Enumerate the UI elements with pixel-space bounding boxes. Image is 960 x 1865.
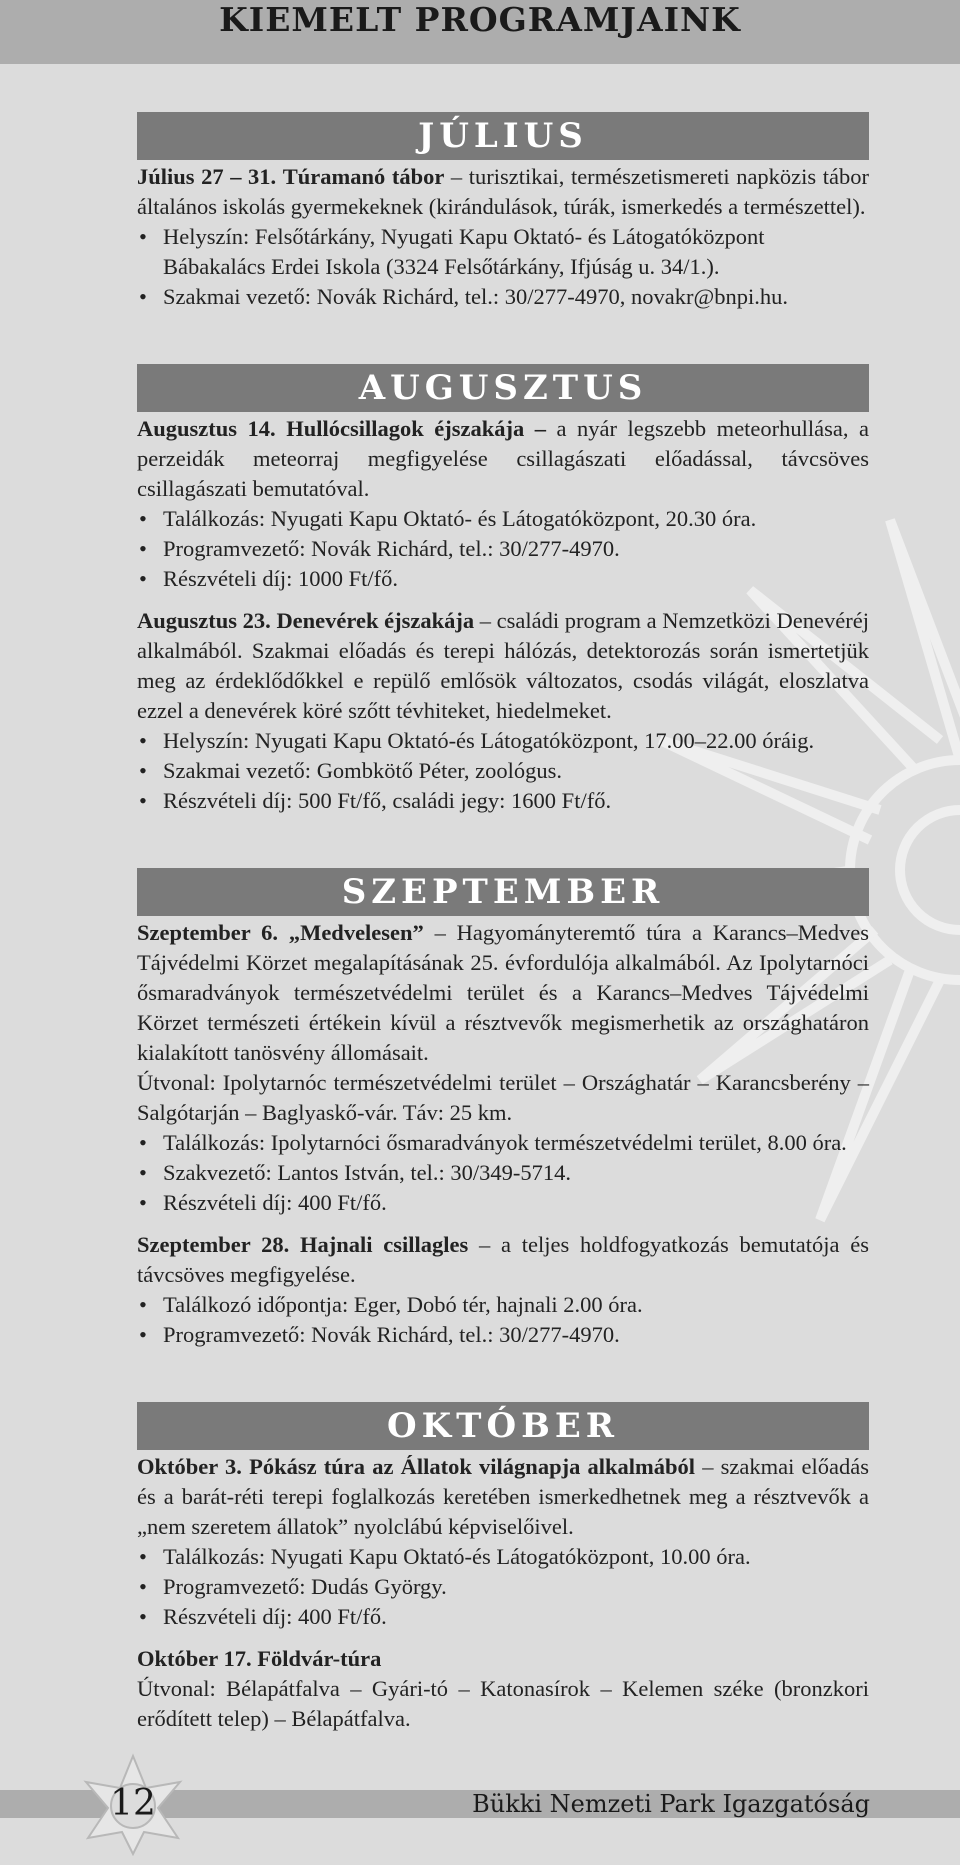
bullet-icon: • (139, 1130, 147, 1155)
event-desc: – Hagyományteremtő túra a Karancs–Medves Tájvédelmi Körzet megalapításának 25. évfordulója alkalmából. Az Ipolytarnóci ősmaradványok természetvédelmi terület és a Karancs–Medves Tájvédelmi Körzet természeti értékein kívül a résztvevők megismerhetik az országhatáron kialakított tanösvény állomásait. (137, 920, 869, 1065)
event-desc: – szakmai előadás és a barát-réti terepi foglalkozás keretében ismerkedhetnek meg a résztvevők a „nem szeretem állatok” nyolclábú képviselőivel. (137, 1454, 870, 1539)
event-item (137, 162, 869, 312)
event-date: Október 3. (137, 1454, 242, 1479)
event-title: Földvár-túra (257, 1646, 382, 1671)
header-bar (0, 0, 960, 64)
event-description (137, 1230, 869, 1290)
section-gap (137, 312, 869, 364)
section-gap (137, 816, 869, 868)
detail-text: Részvételi díj: 400 Ft/fő. (163, 1604, 387, 1629)
bullet-icon: • (139, 758, 147, 783)
event-date: Augusztus 14. (137, 416, 276, 441)
event-date: Július 27 – 31. (137, 164, 277, 189)
event-description (137, 918, 869, 1068)
detail-text: Szakvezető: Lantos István, tel.: 30/349-5714. (163, 1160, 572, 1185)
detail-item (137, 564, 869, 594)
event-details (137, 222, 869, 312)
detail-item (137, 1290, 869, 1320)
detail-text: Találkozás: Nyugati Kapu Oktató- és Látogatóközpont, 20.30 óra. (163, 506, 757, 531)
event-description (137, 1452, 869, 1542)
bullet-icon: • (139, 536, 147, 561)
event-desc: – turisztikai, természetismereti napközis tábor általános iskolás gyermekeknek (kirándulások, túrák, ismerkedés a természettel). (137, 164, 869, 219)
detail-item (137, 1320, 869, 1350)
event-title: Pókász túra az Állatok világnapja alkalmából (249, 1454, 696, 1479)
event-description (137, 162, 869, 222)
bullet-icon: • (139, 728, 147, 753)
page-title: KIEMELT PROGRAMJAINK (219, 0, 741, 39)
detail-text: Találkozó időpontja: Eger, Dobó tér, hajnali 2.00 óra. (163, 1292, 643, 1317)
detail-text: Helyszín: Felsőtárkány, Nyugati Kapu Oktató- és Látogatóközpont Bábakalács Erdei Iskola (3324 Felsőtárkány, Ifjúság u. 34/1.). (163, 224, 765, 279)
detail-item (137, 504, 869, 534)
event-title: Denevérek éjszakája (276, 608, 475, 633)
event-desc: – családi program a Nemzetközi Denevéréj alkalmából. Szakmai előadás és terepi hálózás, detektorozás során ismertetjük meg az érdeklődőkkel e repülő emlősök változatos, csodás világát, eloszlatva ezzel a denevérek köré szőtt tévhiteket, hiedelmeket. (137, 608, 869, 723)
event-item (137, 918, 869, 1218)
detail-item (137, 726, 869, 756)
event-item (137, 1452, 869, 1632)
detail-item (137, 1128, 869, 1158)
month-heading: AUGUSZTUS (137, 364, 869, 412)
bullet-icon: • (139, 1190, 147, 1215)
event-details (137, 1128, 869, 1218)
organization-name: Bükki Nemzeti Park Igazgatóság (472, 1790, 870, 1818)
detail-text: Programvezető: Novák Richárd, tel.: 30/277-4970. (163, 1322, 620, 1347)
bullet-icon: • (139, 1604, 147, 1629)
event-title: Hajnali csillagles (299, 1232, 469, 1257)
event-details (137, 504, 869, 594)
section-gap (137, 1350, 869, 1402)
detail-item (137, 786, 869, 816)
event-desc: a nyár legszebb meteorhullása, a perzeidák meteorraj megfigyelése csillagászati előadással, távcsöves csillagászati bemutatóval. (137, 416, 870, 501)
event-date: Október 17. (137, 1646, 252, 1671)
detail-item (137, 1188, 869, 1218)
detail-item (137, 534, 869, 564)
page-number: 12 (110, 1783, 156, 1824)
bullet-icon: • (139, 1544, 147, 1569)
event-title: „Medvelesen” (288, 920, 424, 945)
event-details (137, 1290, 869, 1350)
month-heading: SZEPTEMBER (137, 868, 869, 916)
detail-item (137, 756, 869, 786)
detail-text: Részvételi díj: 500 Ft/fő, családi jegy: 1600 Ft/fő. (163, 788, 612, 813)
detail-text: Programvezető: Dudás György. (163, 1574, 447, 1599)
month-heading: OKTÓBER (137, 1402, 869, 1450)
detail-text: Helyszín: Nyugati Kapu Oktató-és Látogatóközpont, 17.00–22.00 óráig. (163, 728, 815, 753)
event-description (137, 414, 869, 504)
month-heading: JÚLIUS (137, 112, 869, 160)
bullet-icon: • (139, 788, 147, 813)
event-item (137, 414, 869, 594)
detail-item (137, 1602, 869, 1632)
event-item (137, 1644, 869, 1734)
detail-text: Részvételi díj: 400 Ft/fő. (163, 1190, 387, 1215)
detail-text: Szakmai vezető: Gombkötő Péter, zoológus. (163, 758, 563, 783)
detail-text: Találkozás: Ipolytarnóci ősmaradványok természetvédelmi terület, 8.00 óra. (163, 1130, 847, 1155)
detail-text: Programvezető: Novák Richárd, tel.: 30/277-4970. (163, 536, 620, 561)
event-desc: – a teljes holdfogyatkozás bemutatója és távcsöves megfigyelése. (137, 1232, 870, 1287)
event-details (137, 726, 869, 816)
event-route: Útvonal: Ipolytarnóc természetvédelmi terület – Országhatár – Karancsberény – Salgótarján – Baglyaskő-vár. Táv: 25 km. (137, 1070, 869, 1125)
event-title: Hullócsillagok éjszakája – (286, 416, 546, 441)
bullet-icon: • (139, 1292, 147, 1317)
detail-item (137, 1572, 869, 1602)
detail-text: Találkozás: Nyugati Kapu Oktató-és Látogatóközpont, 10.00 óra. (163, 1544, 751, 1569)
bullet-icon: • (139, 224, 147, 249)
detail-item (137, 1158, 869, 1188)
event-route: Útvonal: Bélapátfalva – Gyári-tó – Katonasírok – Kelemen széke (bronzkori erődített telep) – Bélapátfalva. (137, 1676, 869, 1731)
detail-item (137, 1542, 869, 1572)
event-item (137, 606, 869, 816)
event-date: Szeptember 6. (137, 920, 278, 945)
bullet-icon: • (139, 566, 147, 591)
bullet-icon: • (139, 506, 147, 531)
event-description (137, 606, 869, 726)
event-date: Augusztus 23. (137, 608, 271, 633)
event-description (137, 1644, 869, 1674)
bullet-icon: • (139, 1160, 147, 1185)
bullet-icon: • (139, 1574, 147, 1599)
event-details (137, 1542, 869, 1632)
detail-text: Részvételi díj: 1000 Ft/fő. (163, 566, 398, 591)
event-title: Túramanó tábor (282, 164, 445, 189)
bullet-icon: • (139, 284, 147, 309)
bullet-icon: • (139, 1322, 147, 1347)
event-item (137, 1230, 869, 1350)
detail-item (137, 222, 869, 282)
detail-item (137, 282, 869, 312)
event-date: Szeptember 28. (137, 1232, 290, 1257)
detail-text: Szakmai vezető: Novák Richárd, tel.: 30/277-4970, novakr@bnpi.hu. (163, 284, 788, 309)
program-list (137, 112, 869, 1734)
